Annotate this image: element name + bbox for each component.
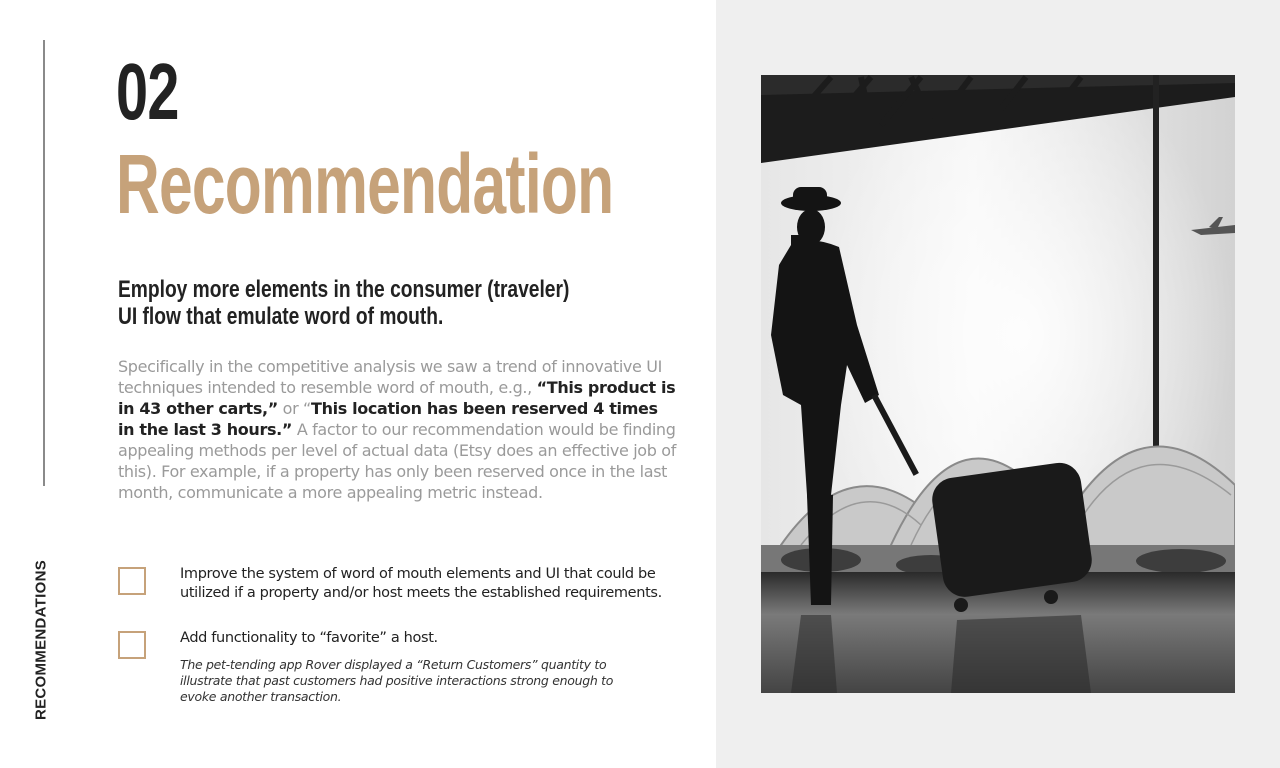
body-text-1: Specifically in the competitive analysis we saw a trend of innovative UI techniques intended to resemble word of mouth, e.g., <box>118 357 663 397</box>
subheading <box>118 276 569 330</box>
checklist-item-1-text: Improve the system of word of mouth elements and UI that could be utilized if a property and/or host meets the established requirements. <box>180 566 662 601</box>
side-section-label: RECOMMENDATIONS <box>32 559 50 721</box>
traveler-photo <box>761 75 1235 693</box>
quote-reserved: This location has been reserved 4 times in the last 3 hours.” <box>118 399 658 439</box>
checklist-item-2-text: Add functionality to “favorite” a host. <box>180 630 438 646</box>
checkbox-1[interactable] <box>118 567 146 595</box>
subheading-line-2: UI flow that emulate word of mouth. <box>118 303 444 330</box>
section-number: 02 <box>116 47 179 136</box>
body-text-2: or “ <box>277 399 312 418</box>
body-text-3: A factor to our recommendation would be finding appealing methods per level of actual data (Etsy does an effective job of this). For example, if a property has only been reserved once in the last month, communicate a more appealing metric instead. <box>118 420 677 502</box>
checkbox-2[interactable] <box>118 631 146 659</box>
page-title: Recommendation <box>116 137 614 231</box>
subheading-line-1: Employ more elements in the consumer (traveler) <box>118 276 570 303</box>
quote-carts: “This product is in 43 other carts,” <box>118 378 676 418</box>
checklist-item-2-note: The pet-tending app Rover displayed a “Return Customers” quantity to illustrate that past customers had positive interactions strong enough to evoke another transaction. <box>180 657 614 704</box>
vertical-divider <box>43 40 45 486</box>
body-paragraph <box>118 356 678 503</box>
